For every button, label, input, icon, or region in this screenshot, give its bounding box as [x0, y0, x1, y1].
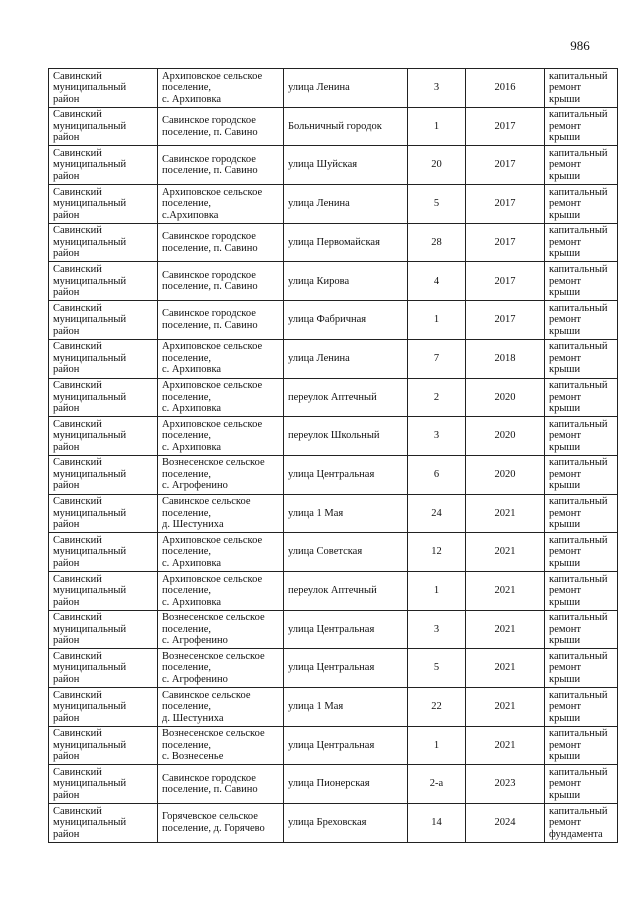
page-number: 986: [570, 38, 590, 53]
work-type-cell: капитальный ремонт крыши: [545, 765, 618, 804]
year-cell: 2017: [466, 301, 545, 340]
house-number-cell: 12: [408, 533, 466, 572]
year-cell: 2016: [466, 69, 545, 108]
year-cell: 2021: [466, 726, 545, 765]
table-row: [49, 146, 618, 185]
district-cell: Савинский муниципальный район: [49, 69, 158, 108]
work-type-cell: капитальный ремонт крыши: [545, 533, 618, 572]
year-cell: 2021: [466, 494, 545, 533]
table-row: [49, 107, 618, 146]
settlement-cell: Архиповское сельское поселение, с.Архиповка: [158, 185, 284, 224]
district-cell: Савинский муниципальный район: [49, 571, 158, 610]
settlement-cell: Архиповское сельское поселение, с. Архиповка: [158, 69, 284, 108]
district-cell: Савинский муниципальный район: [49, 726, 158, 765]
work-type-cell: капитальный ремонт крыши: [545, 378, 618, 417]
district-cell: Савинский муниципальный район: [49, 688, 158, 727]
table-row: [49, 223, 618, 262]
table-row: [49, 571, 618, 610]
year-cell: 2023: [466, 765, 545, 804]
street-cell: улица Центральная: [284, 610, 408, 649]
settlement-cell: Савинское сельское поселение, д. Шестунихa: [158, 494, 284, 533]
house-number-cell: 3: [408, 69, 466, 108]
street-cell: улица 1 Мая: [284, 494, 408, 533]
district-cell: Савинский муниципальный район: [49, 301, 158, 340]
year-cell: 2021: [466, 533, 545, 572]
table-row: [49, 417, 618, 456]
house-number-cell: 6: [408, 455, 466, 494]
work-type-cell: капитальный ремонт крыши: [545, 262, 618, 301]
house-number-cell: 22: [408, 688, 466, 727]
settlement-cell: Вознесенское сельское поселение, с. Агрофенино: [158, 610, 284, 649]
district-cell: Савинский муниципальный район: [49, 494, 158, 533]
house-number-cell: 2: [408, 378, 466, 417]
district-cell: Савинский муниципальный район: [49, 417, 158, 456]
table-row: [49, 649, 618, 688]
street-cell: улица Кирова: [284, 262, 408, 301]
year-cell: 2024: [466, 804, 545, 843]
district-cell: Савинский муниципальный район: [49, 455, 158, 494]
district-cell: Савинский муниципальный район: [49, 765, 158, 804]
table-row: [49, 688, 618, 727]
work-type-cell: капитальный ремонт крыши: [545, 494, 618, 533]
settlement-cell: Архиповское сельское поселение, с. Архиповка: [158, 571, 284, 610]
work-type-cell: капитальный ремонт крыши: [545, 69, 618, 108]
year-cell: 2021: [466, 610, 545, 649]
street-cell: улица Ленина: [284, 339, 408, 378]
table-row: [49, 494, 618, 533]
house-number-cell: 1: [408, 571, 466, 610]
district-cell: Савинский муниципальный район: [49, 649, 158, 688]
street-cell: переулок Школьный: [284, 417, 408, 456]
year-cell: 2021: [466, 571, 545, 610]
house-number-cell: 28: [408, 223, 466, 262]
settlement-cell: Архиповское сельское поселение, с. Архиповка: [158, 417, 284, 456]
house-number-cell: 14: [408, 804, 466, 843]
work-type-cell: капитальный ремонт крыши: [545, 455, 618, 494]
house-number-cell: 3: [408, 610, 466, 649]
house-number-cell: 5: [408, 649, 466, 688]
settlement-cell: Савинское городское поселение, п. Савино: [158, 262, 284, 301]
settlement-cell: Савинское сельское поселение, д. Шестуниха: [158, 688, 284, 727]
year-cell: 2017: [466, 107, 545, 146]
house-number-cell: 5: [408, 185, 466, 224]
year-cell: 2020: [466, 378, 545, 417]
table-row: [49, 262, 618, 301]
district-cell: Савинский муниципальный район: [49, 262, 158, 301]
work-type-cell: капитальный ремонт крыши: [545, 610, 618, 649]
settlement-cell: Архиповское сельское поселение, с. Архиповка: [158, 339, 284, 378]
year-cell: 2017: [466, 223, 545, 262]
table-row: [49, 69, 618, 108]
street-cell: улица Бреховская: [284, 804, 408, 843]
settlement-cell: Савинское городское поселение, п. Савино: [158, 301, 284, 340]
house-number-cell: 24: [408, 494, 466, 533]
table-row: [49, 339, 618, 378]
table-row: [49, 610, 618, 649]
year-cell: 2017: [466, 262, 545, 301]
registry-table: [48, 68, 618, 843]
house-number-cell: 7: [408, 339, 466, 378]
street-cell: улица Центральная: [284, 455, 408, 494]
street-cell: переулок Аптечный: [284, 378, 408, 417]
house-number-cell: 1: [408, 107, 466, 146]
year-cell: 2017: [466, 185, 545, 224]
street-cell: улица Фабричная: [284, 301, 408, 340]
work-type-cell: капитальный ремонт крыши: [545, 339, 618, 378]
work-type-cell: капитальный ремонт крыши: [545, 417, 618, 456]
settlement-cell: Савинское городское поселение, п. Савино: [158, 146, 284, 185]
year-cell: 2020: [466, 455, 545, 494]
district-cell: Савинский муниципальный район: [49, 378, 158, 417]
year-cell: 2017: [466, 146, 545, 185]
district-cell: Савинский муниципальный район: [49, 146, 158, 185]
street-cell: переулок Аптечный: [284, 571, 408, 610]
table-row: [49, 533, 618, 572]
house-number-cell: 4: [408, 262, 466, 301]
year-cell: 2018: [466, 339, 545, 378]
table-row: [49, 185, 618, 224]
work-type-cell: капитальный ремонт фундамента: [545, 804, 618, 843]
work-type-cell: капитальный ремонт крыши: [545, 223, 618, 262]
table-row: [49, 804, 618, 843]
street-cell: улица 1 Мая: [284, 688, 408, 727]
house-number-cell: 1: [408, 726, 466, 765]
settlement-cell: Горячевское сельское поселение, д. Горячево: [158, 804, 284, 843]
settlement-cell: Вознесенское сельское поселение, с. Вознесенье: [158, 726, 284, 765]
house-number-cell: 20: [408, 146, 466, 185]
settlement-cell: Архиповское сельское поселение, с. Архиповка: [158, 378, 284, 417]
settlement-cell: Вознесенское сельское поселение, с. Агрофенино: [158, 455, 284, 494]
district-cell: Савинский муниципальный район: [49, 610, 158, 649]
district-cell: Савинский муниципальный район: [49, 185, 158, 224]
street-cell: улица Шуйская: [284, 146, 408, 185]
street-cell: улица Центральная: [284, 726, 408, 765]
settlement-cell: Савинское городское поселение, п. Савино: [158, 223, 284, 262]
table-row: [49, 455, 618, 494]
table-row: [49, 765, 618, 804]
work-type-cell: капитальный ремонт крыши: [545, 301, 618, 340]
work-type-cell: капитальный ремонт крыши: [545, 688, 618, 727]
year-cell: 2021: [466, 649, 545, 688]
registry-table-body: [49, 69, 618, 843]
district-cell: Савинский муниципальный район: [49, 223, 158, 262]
year-cell: 2020: [466, 417, 545, 456]
settlement-cell: Вознесенское сельское поселение, с. Агрофенино: [158, 649, 284, 688]
work-type-cell: капитальный ремонт крыши: [545, 571, 618, 610]
street-cell: улица Советская: [284, 533, 408, 572]
house-number-cell: 2-а: [408, 765, 466, 804]
work-type-cell: капитальный ремонт крыши: [545, 185, 618, 224]
district-cell: Савинский муниципальный район: [49, 339, 158, 378]
district-cell: Савинский муниципальный район: [49, 804, 158, 843]
street-cell: улица Первомайская: [284, 223, 408, 262]
work-type-cell: капитальный ремонт крыши: [545, 649, 618, 688]
work-type-cell: капитальный ремонт крыши: [545, 146, 618, 185]
street-cell: Больничный городок: [284, 107, 408, 146]
house-number-cell: 3: [408, 417, 466, 456]
street-cell: улица Пионерская: [284, 765, 408, 804]
year-cell: 2021: [466, 688, 545, 727]
work-type-cell: капитальный ремонт крыши: [545, 107, 618, 146]
settlement-cell: Архиповское сельское поселение, с. Архиповка: [158, 533, 284, 572]
work-type-cell: капитальный ремонт крыши: [545, 726, 618, 765]
street-cell: улица Центральная: [284, 649, 408, 688]
house-number-cell: 1: [408, 301, 466, 340]
table-row: [49, 378, 618, 417]
district-cell: Савинский муниципальный район: [49, 107, 158, 146]
settlement-cell: Савинское городское поселение, п. Савино: [158, 107, 284, 146]
street-cell: улица Ленина: [284, 69, 408, 108]
settlement-cell: Савинское городское поселение, п. Савино: [158, 765, 284, 804]
street-cell: улица Ленина: [284, 185, 408, 224]
table-row: [49, 726, 618, 765]
table-row: [49, 301, 618, 340]
district-cell: Савинский муниципальный район: [49, 533, 158, 572]
